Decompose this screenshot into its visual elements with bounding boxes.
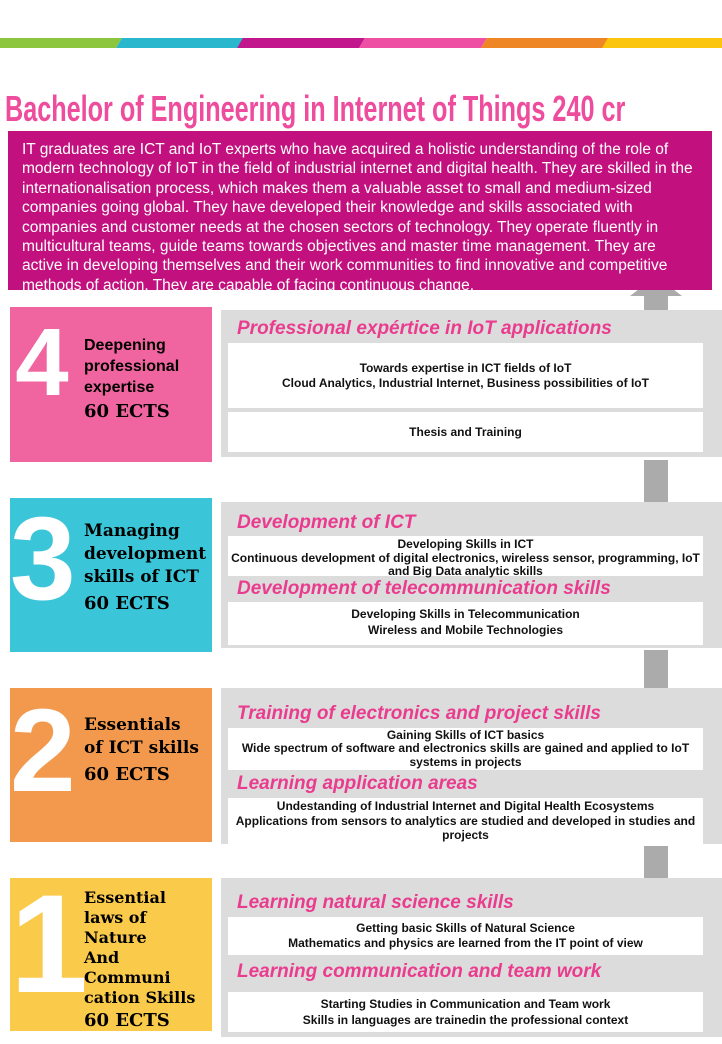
stage-label-line: Nature: [84, 928, 147, 947]
page-title: Bachelor of Engineering in Internet of Things 240 cr: [5, 88, 626, 129]
stage-label-line: Essential: [84, 888, 166, 907]
course-text-line: Gaining Skills of ICT basics: [386, 727, 545, 742]
course-text-line: Continuous development of digital electronics, wireless sensor, programming, IoT and Big Data analytic skills: [231, 550, 700, 578]
stripe-segment-pink: [359, 38, 486, 48]
stage-label-line: Essentials: [84, 715, 181, 735]
stage-label-line: development: [84, 544, 207, 564]
course-box: [228, 536, 703, 576]
stage-4-block: [10, 307, 212, 462]
stripe-segment-green: [0, 38, 122, 48]
course-box: [228, 602, 703, 645]
course-heading: Development of telecommunication skills: [237, 578, 611, 599]
stage-1-block: [10, 878, 212, 1031]
course-text-line: Developing Skills in ICT: [397, 537, 534, 551]
stage-label-line: Managing: [84, 521, 180, 541]
stage-4-label: [84, 335, 179, 462]
connector-bar: [644, 460, 668, 504]
course-heading: Professional expértice in IoT applications: [237, 318, 612, 339]
course-box: [228, 343, 703, 408]
stage-3-panel: [221, 502, 722, 648]
stage-1-label: [84, 888, 195, 1031]
course-heading: Learning application areas: [237, 773, 478, 794]
connector-bar: [644, 650, 668, 692]
course-text-line: Wireless and Mobile Technologies: [367, 623, 564, 637]
stripe-segment-yellow: [602, 38, 722, 48]
stage-2-panel: [221, 688, 722, 844]
stage-label-line: expertise: [84, 379, 155, 396]
stage-3-ects: 60 ECTS: [84, 593, 170, 614]
stripe-segment-magenta: [237, 38, 364, 48]
course-box: [228, 798, 703, 844]
course-text-line: Towards expertise in ICT fields of IoT: [359, 361, 572, 375]
course-text-line: Skills in languages are trainedin the professional context: [302, 1013, 629, 1027]
stage-2-block: [10, 688, 212, 842]
course-text-line: Wide spectrum of software and electronics skills are gained and applied to IoT systems in projects: [241, 741, 690, 769]
course-box: [228, 728, 703, 770]
stage-3-label: [84, 520, 206, 652]
course-text-line: Developing Skills in Telecommunication: [351, 607, 580, 621]
course-text-line: Getting basic Skills of Natural Science: [356, 921, 575, 935]
stripe-segment-cyan: [116, 38, 243, 48]
course-box: [228, 917, 703, 955]
course-text-line: Thesis and Training: [409, 425, 522, 439]
stage-2-number: 2: [10, 688, 76, 817]
stage-2-label: [84, 714, 199, 842]
stage-label-line: skills of ICT: [84, 567, 199, 587]
stage-label-line: Deepening: [84, 337, 166, 354]
stage-label-line: of ICT skills: [84, 738, 199, 758]
stage-1-ects: 60 ECTS: [84, 1010, 170, 1031]
connector-bar: [644, 846, 668, 882]
course-text-line: Applications from sensors to analytics are studied and developed in studies and projects: [235, 813, 696, 843]
course-heading: Learning natural science skills: [237, 892, 514, 913]
stage-3-number: 3: [10, 498, 76, 625]
stage-3-block: [10, 498, 212, 652]
stripe-segment-orange: [481, 38, 608, 48]
course-heading: Learning communication and team work: [237, 961, 602, 982]
stage-label-line: laws of: [84, 908, 147, 927]
course-text-line: Undestanding of Industrial Internet and Digital Health Ecosystems: [276, 799, 655, 814]
course-text-line: Starting Studies in Communication and Team work: [320, 996, 611, 1011]
stage-4-number: 4: [15, 309, 69, 416]
stage-1-number: 1: [10, 878, 88, 1022]
top-color-stripe: [0, 38, 722, 48]
stage-4-ects: 60 ECTS: [84, 401, 170, 422]
stage-label-line: professional: [84, 358, 180, 375]
stage-1-panel: [221, 878, 722, 1037]
stage-4-panel: [221, 310, 722, 457]
course-heading: Development of ICT: [237, 512, 416, 533]
stage-label-line: And: [84, 948, 120, 967]
stage-label-line: Communi: [84, 968, 171, 987]
programme-description: IT graduates are ICT and IoT experts who have acquired a holistic understanding of the role of modern technology of IoT in the field of industrial internet and digital health. They are skilled in the internationalisation process, which makes them a valuable asset to small and medium-sized companies going global. They have developed their knowledge and skills associated with companies and customer needs at the chosen sectors of technology. They operate fluently in multicultural teams, guide teams towards objectives and master time management. They are active in developing themselves and their work communities to find innovative and competitive methods of action. They are capable of facing continuous change.: [8, 131, 712, 290]
course-box: [228, 992, 703, 1032]
stage-label-line: cation Skills: [84, 988, 196, 1007]
course-text-line: Mathematics and physics are learned from the IT point of view: [288, 936, 643, 950]
stage-2-ects: 60 ECTS: [84, 764, 170, 785]
course-box: [228, 412, 703, 452]
course-text-line: Cloud Analytics, Industrial Internet, Business possibilities of IoT: [282, 375, 649, 390]
course-heading: Training of electronics and project skills: [237, 703, 601, 724]
